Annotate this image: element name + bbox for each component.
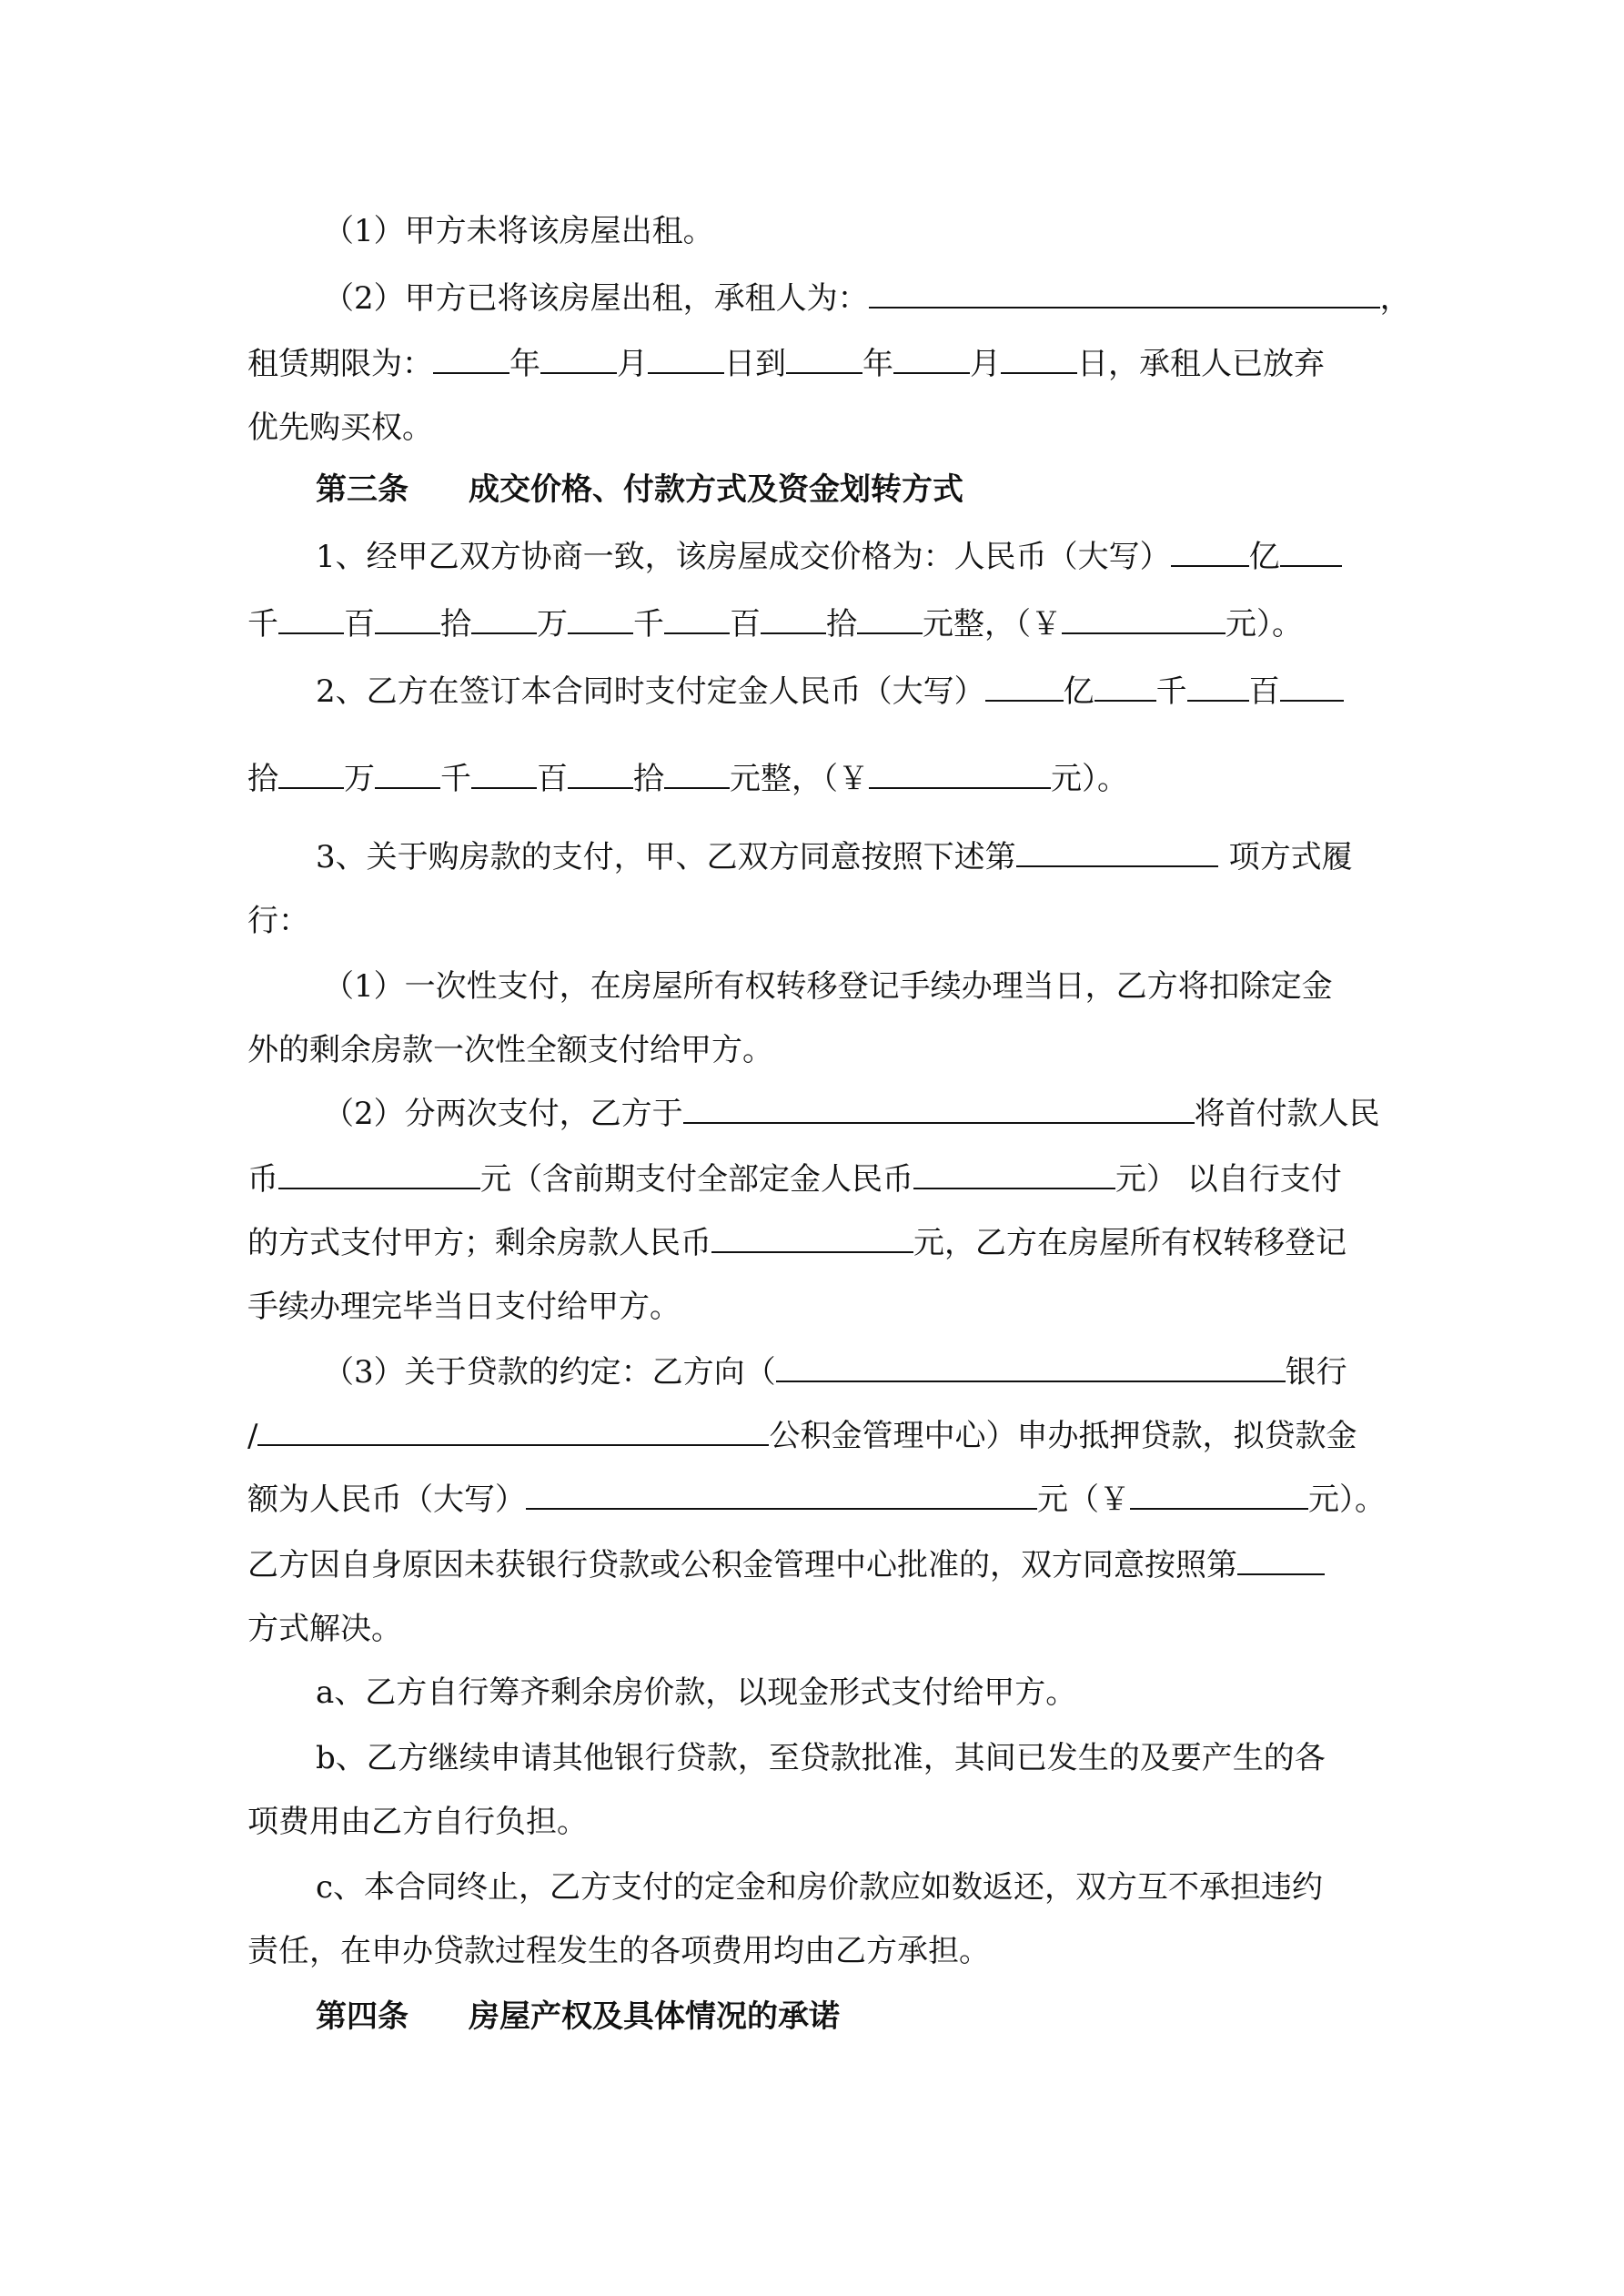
loan-amount-numeric-blank[interactable] — [1130, 1481, 1308, 1510]
article-3-heading — [316, 468, 963, 511]
clause-text: 项费用由乙方自行负担。 — [247, 1804, 588, 1840]
clause-text: 外的剩余房款一次性全额支付给甲方。 — [247, 1032, 773, 1068]
clause-text: 行： — [247, 903, 309, 939]
item-b-line-2 — [247, 1800, 588, 1844]
clause-rented-line-1 — [323, 277, 1411, 320]
option-3-line-2 — [247, 1414, 1357, 1458]
article-4-heading — [316, 1995, 840, 2038]
end-year-blank[interactable] — [786, 345, 862, 374]
tenant-blank[interactable] — [869, 279, 1380, 308]
end-month-blank[interactable] — [893, 345, 970, 374]
amount-blank[interactable] — [278, 605, 344, 634]
amount-blank[interactable] — [568, 605, 633, 634]
clause-text: （1）一次性支付，在房屋所有权转移登记手续办理当日，乙方将扣除定金 — [323, 968, 1333, 1005]
label: 月 — [617, 346, 648, 382]
item-c-line-1 — [316, 1866, 1323, 1909]
clause-text: 币 — [247, 1161, 278, 1198]
lease-term-line — [247, 342, 1325, 386]
amount-blank[interactable] — [1187, 673, 1249, 702]
clause-text: 元（含前期支付全部定金人民币 — [480, 1161, 913, 1198]
price-line-2 — [247, 602, 1303, 646]
unit: 千 — [1155, 673, 1187, 710]
clause-text: （2）甲方已将该房屋出租，承租人为： — [323, 280, 869, 317]
bank-name-blank[interactable] — [776, 1353, 1286, 1382]
clause-text: （3）关于贷款的约定：乙方向（ — [323, 1354, 776, 1391]
option-3-line-4 — [247, 1543, 1325, 1587]
clause-text: a、乙方自行筹齐剩余房价款，以现金形式支付给甲方。 — [316, 1674, 1077, 1711]
unit: 元）。 — [1226, 606, 1303, 642]
clause-text: 元） 以自行支付 — [1115, 1161, 1342, 1198]
clause-text: b、乙方继续申请其他银行贷款，至贷款批准，其间已发生的及要产生的各 — [316, 1740, 1326, 1776]
clause-text: （2）分两次支付，乙方于 — [323, 1096, 683, 1132]
article-number: 第四条 — [316, 1998, 409, 2035]
payment-method-line-1 — [316, 835, 1353, 879]
price-yi-blank[interactable] — [1171, 538, 1249, 567]
label: 日到 — [724, 346, 786, 382]
payment-option-blank[interactable] — [1016, 838, 1218, 867]
start-month-blank[interactable] — [540, 345, 617, 374]
clause-text: 公积金管理中心）申办抵押贷款，拟贷款金 — [769, 1418, 1357, 1454]
amount-blank[interactable] — [761, 605, 826, 634]
unit: 千 — [247, 606, 278, 642]
amount-blank[interactable] — [471, 605, 537, 634]
clause-text: 元，乙方在房屋所有权转移登记 — [913, 1225, 1347, 1261]
price-qian-blank[interactable] — [1280, 538, 1342, 567]
price-numeric-blank[interactable] — [1062, 605, 1226, 634]
option-1-line-2 — [247, 1028, 773, 1072]
amount-blank[interactable] — [375, 760, 440, 789]
clause-text: 额为人民币（大写） — [247, 1482, 526, 1518]
clause-text: c、本合同终止，乙方支付的定金和房价款应如数返还，双方互不承担违约 — [316, 1869, 1324, 1906]
item-c-line-2 — [247, 1929, 990, 1973]
unit: 亿 — [1063, 673, 1094, 710]
clause-not-rented — [323, 209, 714, 253]
price-line-1 — [316, 535, 1342, 579]
clause-text: 元（￥ — [1037, 1482, 1130, 1518]
amount-blank[interactable] — [1280, 673, 1344, 702]
clause-text: 1、经甲乙双方协商一致，该房屋成交价格为：人民币（大写） — [316, 539, 1171, 575]
unit: 千 — [633, 606, 664, 642]
clause-text: 2、乙方在签订本合同时支付定金人民币（大写） — [316, 673, 985, 710]
option-3-line-1 — [323, 1350, 1347, 1394]
unit: 元整，（￥ — [923, 606, 1062, 642]
amount-blank[interactable] — [375, 605, 440, 634]
resolution-option-blank[interactable] — [1237, 1546, 1325, 1575]
unit: 元）。 — [1051, 761, 1128, 797]
unit: 元整，（￥ — [730, 761, 869, 797]
option-2-line-2 — [247, 1158, 1342, 1201]
amount-blank[interactable] — [568, 760, 633, 789]
amount-blank[interactable] — [664, 605, 730, 634]
unit: 拾 — [247, 761, 278, 797]
deposit-numeric-blank[interactable] — [869, 760, 1051, 789]
unit: 百 — [344, 606, 375, 642]
deposit-line-1 — [316, 670, 1344, 713]
unit: 百 — [537, 761, 568, 797]
loan-amount-words-blank[interactable] — [526, 1481, 1037, 1510]
option-2-line-3 — [247, 1221, 1347, 1265]
amount-blank[interactable] — [857, 605, 923, 634]
unit: 百 — [730, 606, 761, 642]
clause-text: 乙方因自身原因未获银行贷款或公积金管理中心批准的，双方同意按照第 — [247, 1547, 1237, 1583]
first-payment-date-blank[interactable] — [683, 1095, 1195, 1124]
end-day-blank[interactable] — [1001, 345, 1077, 374]
unit: 百 — [1248, 673, 1280, 710]
clause-text: 银行 — [1285, 1354, 1347, 1391]
item-a — [316, 1671, 1076, 1714]
clause-text: 手续办理完毕当日支付给甲方。 — [247, 1289, 681, 1325]
amount-blank[interactable] — [1094, 673, 1156, 702]
clause-text: 项方式履 — [1228, 839, 1353, 875]
option-2-line-4 — [247, 1285, 681, 1329]
label: 年 — [509, 346, 540, 382]
item-b-line-1 — [316, 1736, 1326, 1780]
clause-text: 3、关于购房款的支付，甲、乙双方同意按照下述第 — [316, 839, 1016, 875]
clause-text: 优先购买权。 — [247, 410, 433, 446]
unit: 亿 — [1248, 539, 1280, 575]
deposit-line-2 — [247, 757, 1128, 801]
label: 日，承租人已放弃 — [1077, 346, 1325, 382]
clause-text: 方式解决。 — [247, 1611, 402, 1647]
unit: 拾 — [633, 761, 664, 797]
unit: 万 — [537, 606, 568, 642]
deposit-yi-blank[interactable] — [985, 673, 1064, 702]
amount-blank[interactable] — [278, 760, 344, 789]
option-2-line-1 — [323, 1092, 1380, 1136]
clause-text: 责任，在申办贷款过程发生的各项费用均由乙方承担。 — [247, 1933, 990, 1969]
remaining-amount-blank[interactable] — [711, 1224, 913, 1253]
start-day-blank[interactable] — [648, 345, 724, 374]
amount-blank[interactable] — [664, 760, 730, 789]
option-3-line-3 — [247, 1478, 1386, 1522]
unit: 拾 — [440, 606, 471, 642]
option-1-line-1 — [323, 965, 1333, 1008]
clause-rented-line-3 — [247, 406, 433, 450]
clause-text: / — [247, 1418, 258, 1454]
unit: 千 — [440, 761, 471, 797]
fund-center-blank[interactable] — [257, 1417, 769, 1446]
payment-method-line-2 — [247, 899, 309, 943]
option-3-line-5 — [247, 1607, 402, 1651]
article-title: 成交价格、付款方式及资金划转方式 — [469, 471, 963, 508]
clause-text: 的方式支付甲方；剩余房款人民币 — [247, 1225, 711, 1261]
clause-text: ， — [1379, 280, 1411, 317]
label: 年 — [862, 346, 893, 382]
label: 月 — [970, 346, 1001, 382]
clause-text: 元）。 — [1308, 1482, 1386, 1518]
amount-blank[interactable] — [471, 760, 537, 789]
unit: 拾 — [826, 606, 857, 642]
clause-text: 将首付款人民 — [1194, 1096, 1380, 1132]
article-number: 第三条 — [316, 471, 409, 508]
first-payment-amount-blank[interactable] — [278, 1160, 480, 1189]
deposit-included-blank[interactable] — [913, 1160, 1115, 1189]
unit: 万 — [344, 761, 375, 797]
label: 租赁期限为： — [247, 346, 433, 382]
article-title: 房屋产权及具体情况的承诺 — [469, 1998, 840, 2035]
clause-text: （1）甲方未将该房屋出租。 — [323, 213, 714, 249]
start-year-blank[interactable] — [433, 345, 509, 374]
